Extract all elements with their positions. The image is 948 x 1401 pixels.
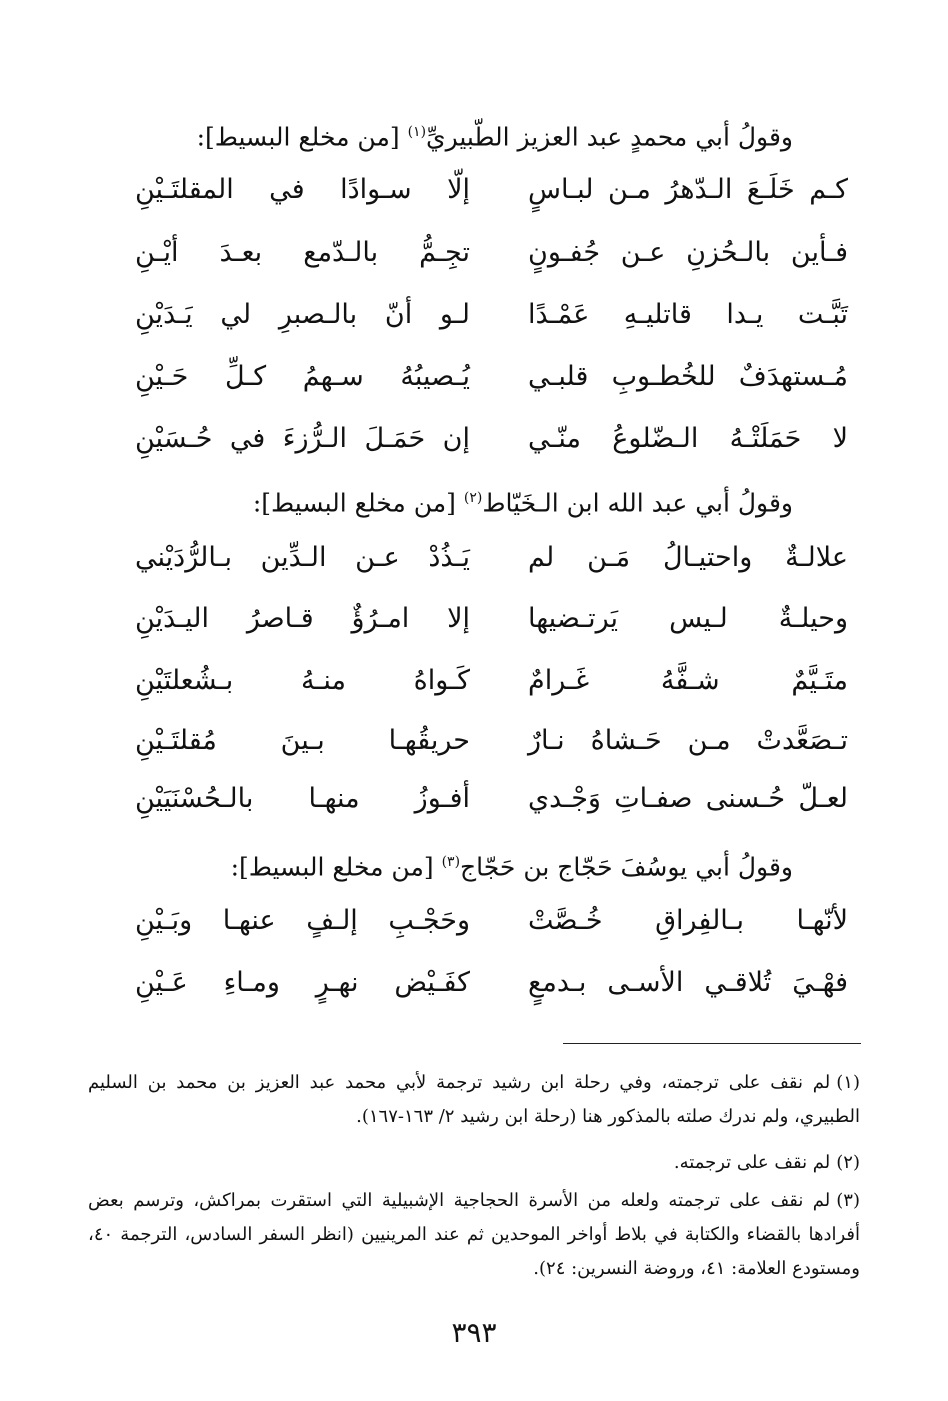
verse-second-hemistich: إلّا سـوادًا في المقلتَـيْنِ xyxy=(135,174,470,205)
footnote xyxy=(88,1066,860,1134)
verse-first-hemistich: مُـستهدَفٌ للخُطـوبِ قلبـي xyxy=(528,361,848,392)
meter-label: [من مخلع البسيط]: xyxy=(230,852,434,882)
footnote-marker: (٢) xyxy=(463,490,483,506)
verse-second-hemistich: كفَـيْض نهـرٍ ومـاءِ عَـيْنِ xyxy=(135,967,470,998)
footnote-number: (١) xyxy=(836,1072,860,1093)
verse-first-hemistich: تـصَعَّدتْ مـن حَـشاهُ نـارٌ xyxy=(528,725,848,756)
section-intro xyxy=(93,478,793,523)
verse-first-hemistich: لا حَمَلَتْـهُ الـضّلوعُ منّـي xyxy=(528,423,848,454)
verse-line xyxy=(0,350,948,404)
verse-line xyxy=(0,226,948,280)
footnote-number: (٣) xyxy=(836,1190,860,1211)
footnote-number: (٢) xyxy=(836,1152,860,1173)
footnote-text: لم نقف على ترجمته ولعله من الأسرة الحجاجية الإشبيلية التي استقرت بمراكش، وترسم بعض أفرادها بالقضاء والكتابة في بلاط أواخر الموحدين ثم عند المرينيين (انظر السفر السادس، الترجمة ٤٠، ومستودع العلامة: ٤١، وروضة النسرين: ٢٤). xyxy=(88,1190,860,1279)
section-intro xyxy=(93,842,793,887)
verse-second-hemistich: لـو أنّ بالـصبرِ لي يَـدَيْنِ xyxy=(135,299,470,330)
verse-second-hemistich: وحَجْـبِ إلـفٍ عنهـا وبَـيْنِ xyxy=(135,905,470,936)
intro-text: وقولُ أبي عبد الله ابن الـخَيّاط xyxy=(482,488,793,518)
verse-first-hemistich: تَبَّـت يـدا قاتليـهِ عَمْـدًا xyxy=(528,299,848,330)
verse-line xyxy=(0,531,948,585)
verse-second-hemistich: إلا امـرُؤٌ قـاصرُ اليـدَيْنِ xyxy=(135,603,470,634)
verse-line xyxy=(0,714,948,768)
verse-second-hemistich: يَـذُدْ عـن الـدِّين بـالرُّدَيْني xyxy=(135,542,470,573)
verse-second-hemistich: تجِـمُّ بالـدّمع بعـدَ أيْـنِ xyxy=(135,237,470,268)
verse-first-hemistich: وحيلـةٌ لـيس يَرتـضيها xyxy=(528,603,848,634)
footnote xyxy=(88,1146,860,1180)
meter-label: [من مخلع البسيط]: xyxy=(196,122,400,152)
verse-second-hemistich: أفـوزُ منهـا بالـحُسْنَيَيْنِ xyxy=(135,783,470,814)
verse-line xyxy=(0,956,948,1010)
verse-first-hemistich: علالـةٌ واحتيـالُ مَـن لم xyxy=(528,542,848,573)
verse-line xyxy=(0,894,948,948)
footnote xyxy=(88,1184,860,1286)
verse-first-hemistich: كـم خَلَـعَ الـدّهرُ مـن لبـاسٍ xyxy=(528,174,848,205)
footnote-marker: (١) xyxy=(407,124,427,140)
footnote-divider xyxy=(563,1043,861,1044)
verse-second-hemistich: كَـواهُ منـهُ بـشُعلتَيْنِ xyxy=(135,665,470,696)
verse-line xyxy=(0,592,948,646)
verse-line xyxy=(0,772,948,826)
verse-line xyxy=(0,163,948,217)
verse-first-hemistich: فـأين بالـحُزنِ عـن جُفـونٍ xyxy=(528,237,848,268)
verse-first-hemistich: لعـلّ حُـسنى صفـاتِ وَجْـدي xyxy=(528,783,848,814)
footnote-text: لم نقف على ترجمته. xyxy=(673,1152,831,1173)
footnote-marker: (٣) xyxy=(441,854,461,870)
intro-text: وقولُ أبي يوسُفَ حَجّاج بن حَجّاج xyxy=(460,852,793,882)
verse-first-hemistich: لأنّهـا بـالفِراقِ خُـصَّتْ xyxy=(528,905,848,936)
verse-first-hemistich: فهْـيَ تُلاقـي الأسـى بـدمعٍ xyxy=(528,967,848,998)
intro-text: وقولُ أبي محمدٍ عبد العزيز الطّبيريِّ xyxy=(426,122,793,152)
footnote-text: لم نقف على ترجمته، وفي رحلة ابن رشيد ترجمة لأبي محمد عبد العزيز بن محمد بن السليم الطبيري، ولم ندرك صلته بالمذكور هنا (رحلة ابن رشيد ٢/ ١٦٣-١٦٧). xyxy=(88,1072,860,1127)
verse-line xyxy=(0,654,948,708)
verse-line xyxy=(0,412,948,466)
meter-label: [من مخلع البسيط]: xyxy=(252,488,456,518)
page-number: ٣٩٣ xyxy=(451,1316,497,1349)
verse-second-hemistich: إن حَمَـلَ الـرُّزءَ في حُـسَيْنِ xyxy=(135,423,470,454)
verse-second-hemistich: يُـصيبُهُ سـهمُ كـلِّ حَـيْنِ xyxy=(135,361,470,392)
verse-first-hemistich: متَـيَّمٌ شـفَّهُ غَـرامٌ xyxy=(528,665,848,696)
verse-second-hemistich: حريقُهـا بـينَ مُقلتَـيْنِ xyxy=(135,725,470,756)
section-intro xyxy=(93,112,793,157)
verse-line xyxy=(0,288,948,342)
